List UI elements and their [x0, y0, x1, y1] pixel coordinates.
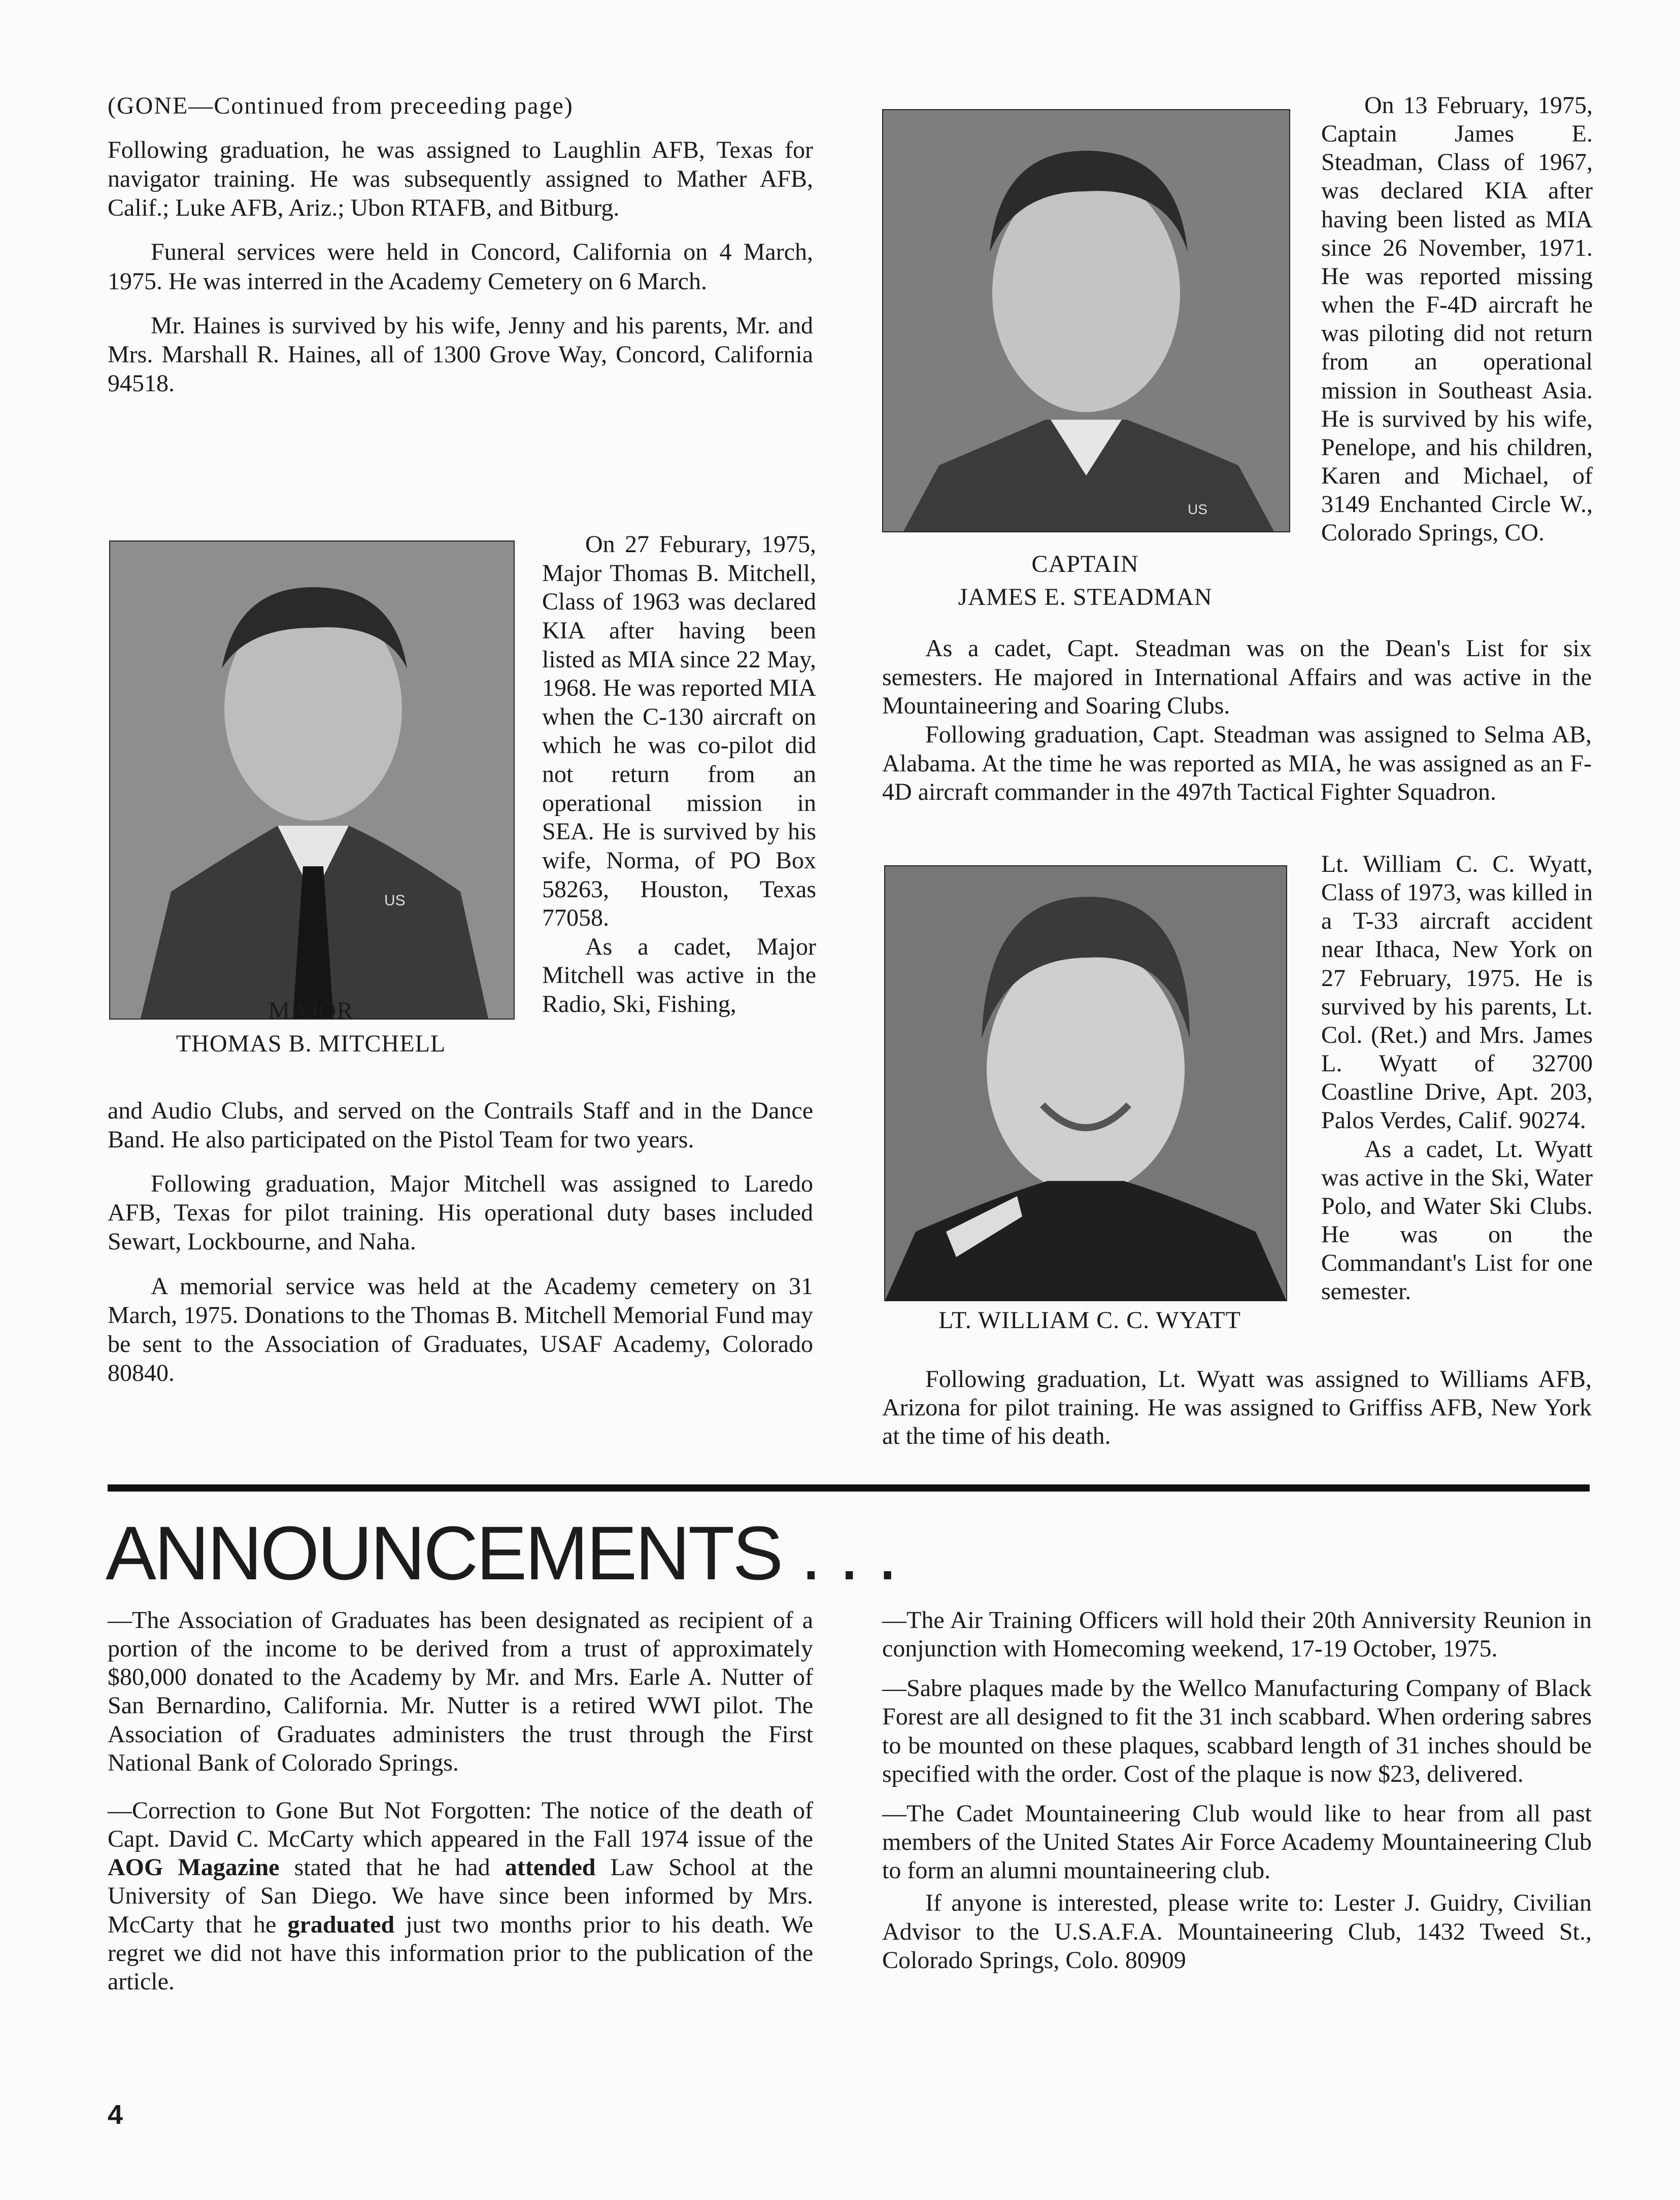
wyatt-caption: LT. WILLIAM C. C. WYATT: [938, 1307, 1241, 1334]
us-insignia: US: [1188, 501, 1207, 517]
paragraph: On 13 February, 1975, Captain James E. Steadman, Class of 1967, was declared KIA after having been listed as MIA since 26 November, 1971. He was reported missing when the F-4D aircraft he was piloting did not return from an operational mission in Southeast Asia. He is survived by his wife, Penelope, and his children, Karen and Michael, of 3149 Enchanted Circle W., Colorado Springs, CO.: [1321, 92, 1593, 547]
announcements-right: [882, 1606, 1592, 1990]
caption-rank: CAPTAIN: [1031, 551, 1139, 578]
announcement-correction: —Correction to Gone But Not Forgotten: The notice of the death of Capt. David C. McCarty which appeared in the Fall 1974 issue of the AOG Magazine stated that he had attended Law School at the University of San Diego. We have since been informed by Mrs. McCarty that he graduated just two months prior to his death. We regret we did not have this information prior to the publication of the article.: [108, 1797, 814, 1995]
announcement: If anyone is interested, please write to: Lester J. Guidry, Civilian Advisor to the U.S.A.F.A. Mountaineering Club, 1432 Tweed St., Colorado Springs, Colo. 80909: [882, 1889, 1592, 1974]
announcement: —The Cadet Mountaineering Club would like to hear from all past members of the United States Air Force Academy Mountaineering Club to form an alumni mountaineering club.: [882, 1800, 1592, 1884]
paragraph: As a cadet, Capt. Steadman was on the Dean's List for six semesters. He majored in International Affairs and was active in the Mountaineering and Soaring Clubs.: [882, 635, 1592, 720]
paragraph: Following graduation, Major Mitchell was assigned to Laredo AFB, Texas for pilot training. His operational duty bases included Sewart, Lockbourne, and Naha.: [108, 1170, 813, 1256]
wyatt-portrait-photo: [884, 865, 1287, 1301]
paragraph: Following graduation, he was assigned to Laughlin AFB, Texas for navigator training. He was subsequently assigned to Mather AFB, Calif.; Luke AFB, Ariz.; Ubon RTAFB, and Bitburg.: [108, 137, 813, 222]
page-number: 4: [108, 2100, 123, 2130]
continued-note: (GONE—Continued from preceeding page): [108, 92, 574, 119]
paragraph: On 27 Feburary, 1975, Major Thomas B. Mitchell, Class of 1963 was declared KIA after having been listed as MIA since 22 May, 1968. He was reported MIA when the C-130 aircraft on which he was co-pilot did not return from an operational mission in SEA. He is survived by his wife, Norma, of PO Box 58263, Houston, Texas 77058.: [542, 531, 816, 932]
paragraph: Lt. William C. C. Wyatt, Class of 1973, was killed in a T-33 aircraft accident near Ithaca, New York on 27 February, 1975. He is survived by his parents, Lt. Col. (Ret.) and Mrs. James L. Wyatt of 32700 Coastline Drive, Apt. 203, Palos Verdes, Calif. 90274.: [1321, 851, 1593, 1134]
wyatt-article: [882, 1365, 1592, 1450]
wyatt-article-side: [1321, 850, 1593, 1306]
paragraph: As a cadet, Major Mitchell was active in the Radio, Ski, Fishing,: [542, 933, 816, 1018]
steadman-article-side: [1321, 91, 1593, 548]
portrait-icon: [110, 541, 514, 1019]
mitchell-caption: [109, 995, 513, 1061]
announcement: —The Association of Graduates has been designated as recipient of a portion of the income to be derived from a trust of approximately $80,000 donated to the Academy by Mr. and Mrs. Earle A. Nutter of San Bernardino, California. Mr. Nutter is a retired WWI pilot. The Association of Graduates administers the trust through the First National Bank of Colorado Springs.: [108, 1607, 813, 1776]
portrait-icon: [883, 110, 1289, 531]
announcement: —Sabre plaques made by the Wellco Manufacturing Company of Black Forest are all designed to fit the 31 inch scabbard. When ordering sabres to be mounted on these plaques, scabbard length of 31 inches should be specified with the order. Cost of the plaque is now $23, delivered.: [882, 1675, 1592, 1787]
steadman-article: [882, 634, 1592, 807]
caption-name: JAMES E. STEADMAN: [958, 583, 1213, 611]
steadman-portrait-photo: [882, 109, 1290, 532]
paragraph: Following graduation, Capt. Steadman was assigned to Selma AB, Alabama. At the time he was reported as MIA, he was assigned as an F-4D aircraft commander in the 497th Tactical Fighter Squadron.: [882, 721, 1592, 806]
haines-article: [108, 91, 813, 413]
announcements-heading: ANNOUNCEMENTS . . .: [106, 1510, 896, 1596]
paragraph: Mr. Haines is survived by his wife, Jenny and his parents, Mr. and Mrs. Marshall R. Haines, all of 1300 Grove Way, Concord, California 94518.: [108, 312, 813, 397]
magazine-name: AOG Magazine: [108, 1854, 280, 1881]
announcement: —The Air Training Officers will hold their 20th Anniversity Reunion in conjunction with Homecoming weekend, 17-19 October, 1975.: [882, 1607, 1592, 1663]
section-divider: [108, 1484, 1590, 1492]
caption-name: THOMAS B. MITCHELL: [176, 1030, 446, 1057]
mitchell-article-side: [542, 530, 816, 1019]
paragraph: As a cadet, Lt. Wyatt was active in the Ski, Water Polo, and Water Ski Clubs. He was on the Commandant's List for one semester.: [1321, 1135, 1593, 1305]
paragraph: and Audio Clubs, and served on the Contrails Staff and in the Dance Band. He also participated on the Pistol Team for two years.: [108, 1097, 813, 1154]
portrait-icon: [885, 866, 1286, 1300]
paragraph: A memorial service was held at the Academy cemetery on 31 March, 1975. Donations to the Thomas B. Mitchell Memorial Fund may be sent to the Association of Graduates, USAF Academy, Colorado 80840.: [108, 1272, 813, 1386]
steadman-caption: [882, 548, 1288, 614]
caption-rank: MAJOR: [268, 997, 354, 1024]
mitchell-article: [108, 1096, 813, 1403]
us-insignia: US: [384, 892, 406, 909]
paragraph: Following graduation, Lt. Wyatt was assigned to Williams AFB, Arizona for pilot training. He was assigned to Griffiss AFB, New York at the time of his death.: [882, 1366, 1592, 1450]
paragraph: Funeral services were held in Concord, California on 4 March, 1975. He was interred in the Academy Cemetery on 6 March.: [108, 239, 813, 295]
announcements-left: [108, 1606, 813, 2011]
mitchell-portrait-photo: [109, 540, 515, 1020]
